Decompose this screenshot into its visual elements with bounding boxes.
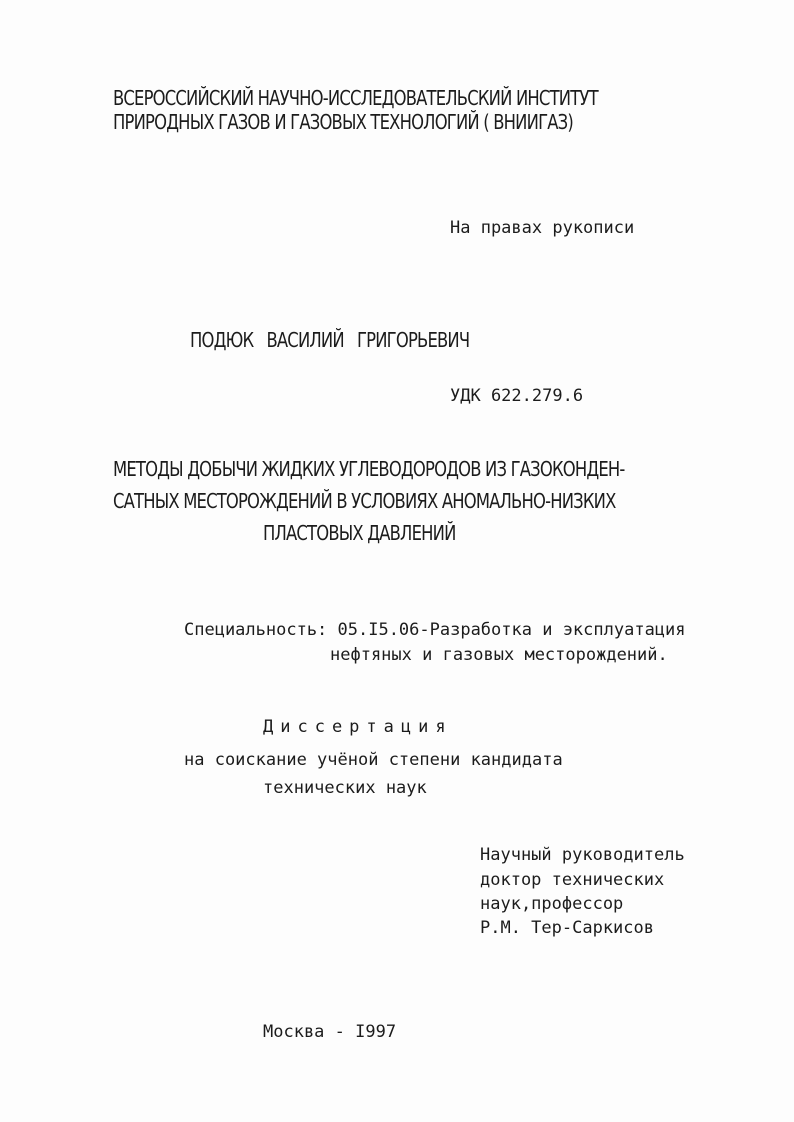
dissertation-line-1: на соискание учёной степени кандидата: [184, 750, 563, 770]
specialty-line-2: нефтяных и газовых месторождений.: [330, 645, 668, 665]
author-name: ПОДЮК ВАСИЛИЙ ГРИГОРЬЕВИЧ: [190, 328, 470, 352]
specialty-line-1: Специальность: 05.I5.06-Разработка и эксплуатация: [184, 620, 686, 640]
supervisor-line-4: Р.М. Тер-Саркисов: [480, 918, 654, 938]
title-line-1: МЕТОДЫ ДОБЫЧИ ЖИДКИХ УГЛЕВОДОРОДОВ ИЗ ГАЗОКОНДЕН-: [113, 457, 625, 481]
supervisor-line-3: наук,профессор: [480, 894, 624, 914]
supervisor-line-2: доктор технических: [480, 870, 665, 890]
supervisor-line-1: Научный руководитель: [480, 845, 685, 865]
title-line-2: САТНЫХ МЕСТОРОЖДЕНИЙ В УСЛОВИЯХ АНОМАЛЬНО-НИЗКИХ: [113, 489, 616, 513]
dissertation-line-2: технических наук: [263, 778, 427, 798]
manuscript-note: На правах рукописи: [450, 218, 635, 238]
title-line-3: ПЛАСТОВЫХ ДАВЛЕНИЙ: [263, 521, 456, 545]
place-year: Москва - I997: [263, 1022, 397, 1042]
dissertation-heading: Диссертация: [263, 717, 453, 737]
institute-line-1: ВСЕРОССИЙСКИЙ НАУЧНО-ИССЛЕДОВАТЕЛЬСКИЙ ИНСТИТУТ: [113, 86, 598, 110]
institute-line-2: ПРИРОДНЫХ ГАЗОВ И ГАЗОВЫХ ТЕХНОЛОГИЙ ( ВНИИГАЗ): [113, 110, 573, 134]
udc-code: УДК 622.279.6: [450, 386, 584, 406]
